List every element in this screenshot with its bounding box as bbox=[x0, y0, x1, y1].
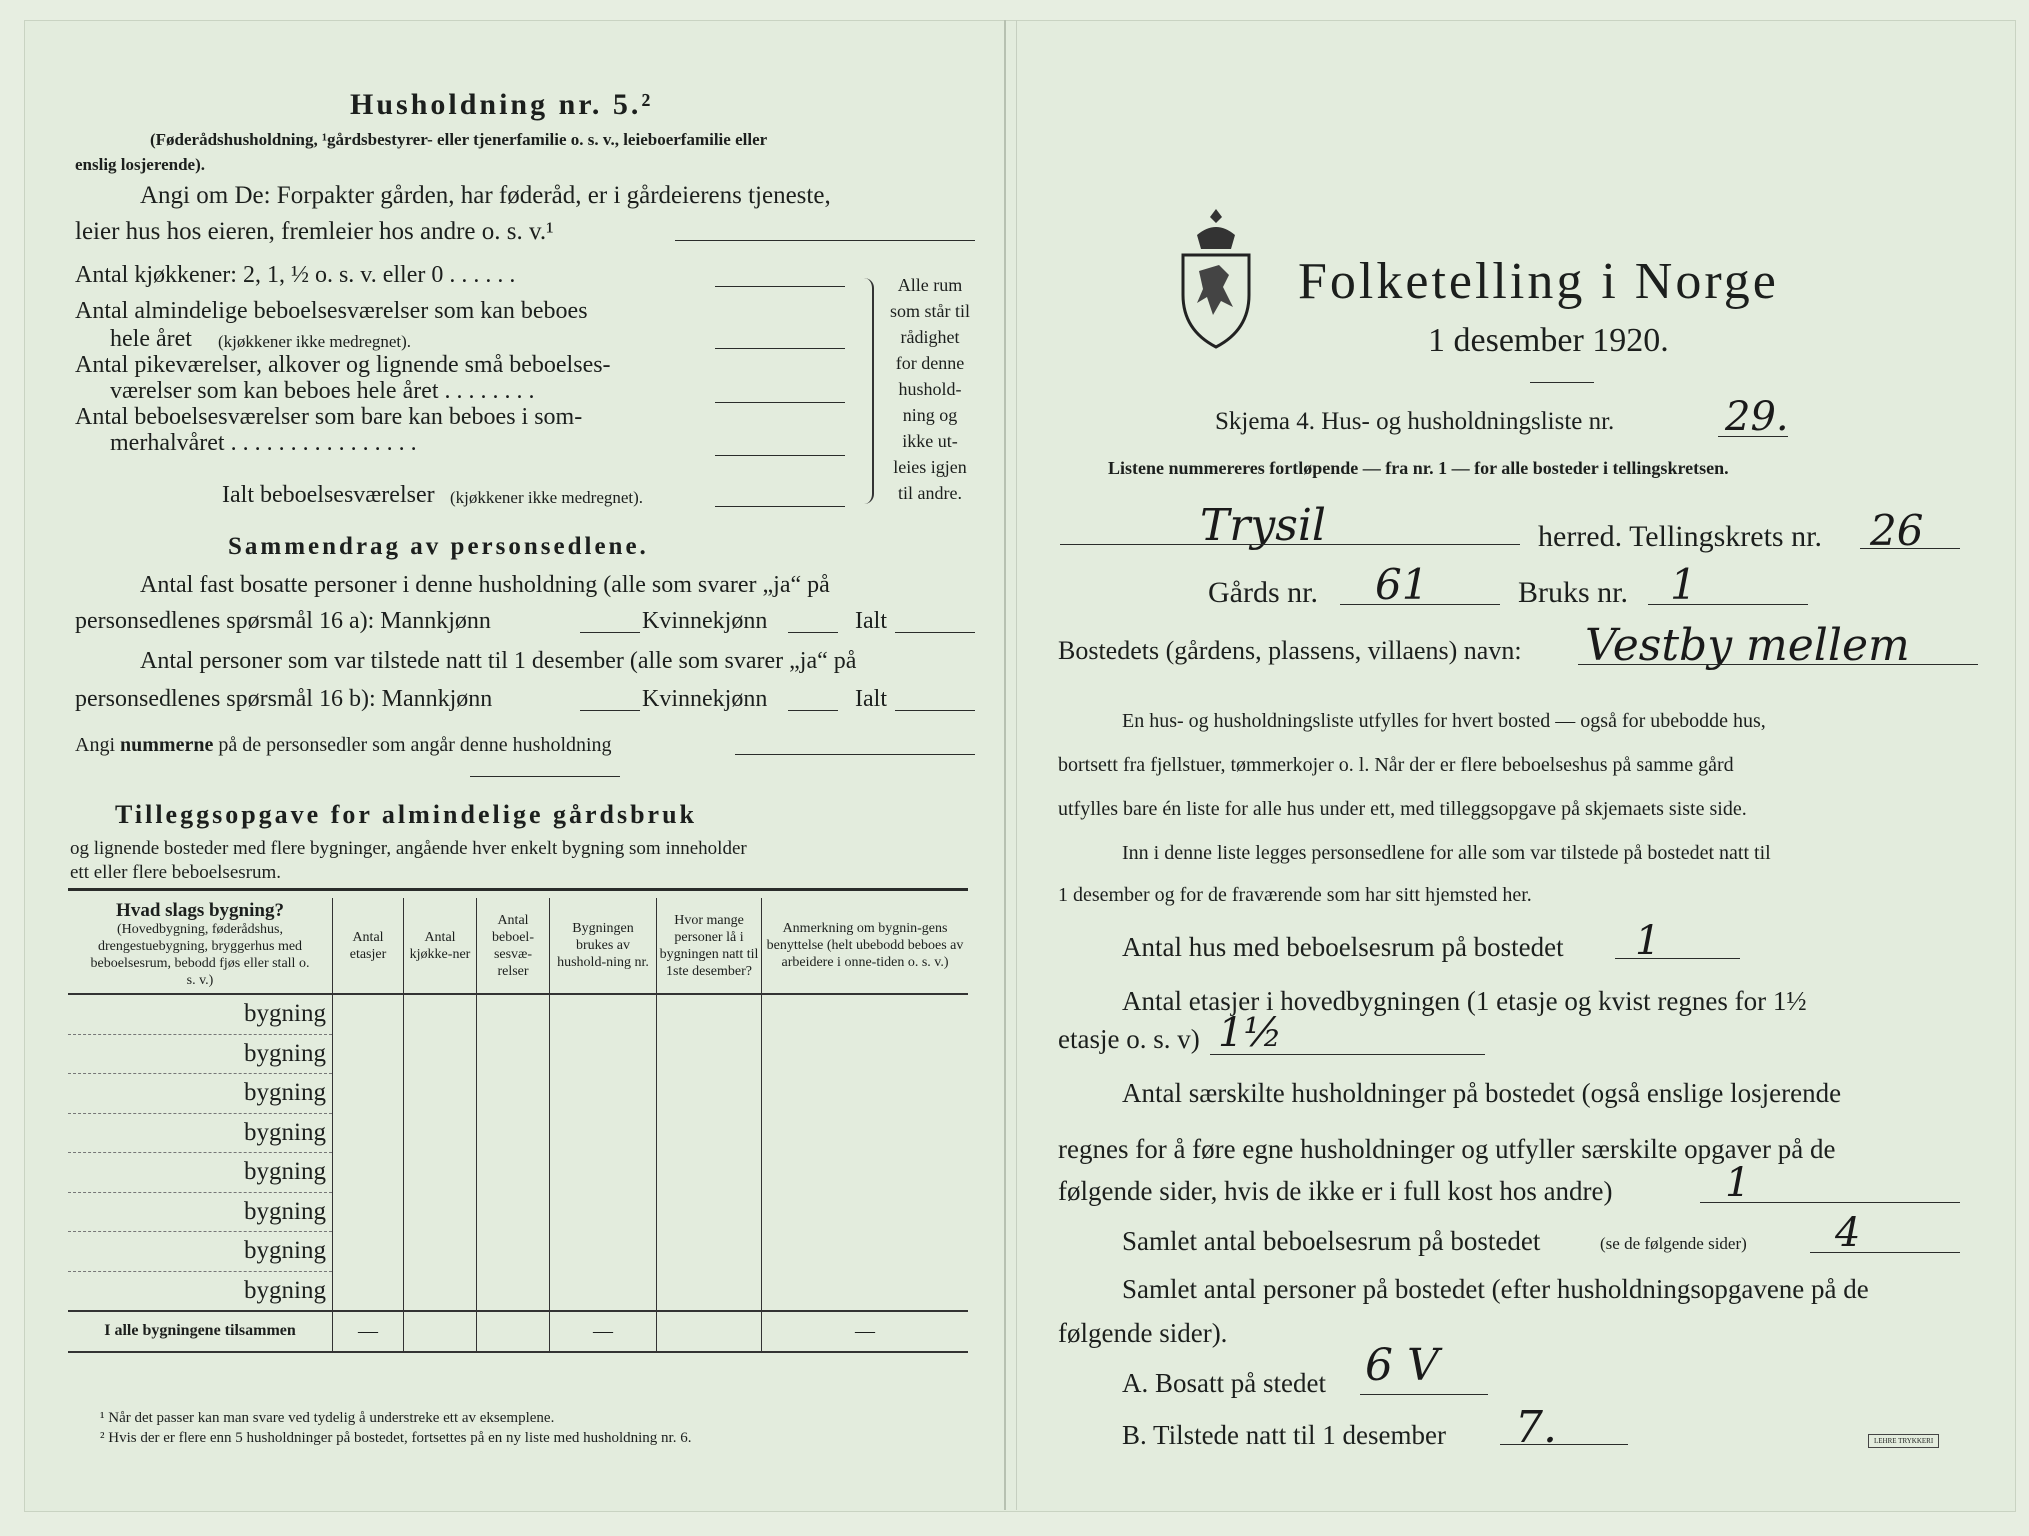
bruks-label: Bruks nr. bbox=[1518, 576, 1629, 609]
table-cell[interactable] bbox=[404, 1113, 477, 1153]
summary-title: Sammendrag av personsedlene. bbox=[228, 533, 649, 560]
section-divider bbox=[470, 776, 620, 777]
a-value: 6 V bbox=[1365, 1340, 1439, 1391]
table-cell[interactable] bbox=[762, 1034, 969, 1074]
building-type-cell[interactable] bbox=[68, 1074, 333, 1114]
side-note-line: for denne bbox=[895, 353, 965, 373]
footnote-1: ¹ Når det passer kan man svare ved tydelig å understreke ett av eksemplene. bbox=[100, 1410, 555, 1426]
total-cell bbox=[477, 1311, 550, 1352]
col-remarks: Anmerkning om bygnin-gens benyttelse (helt ubebodd beboes av arbeidere i onne-tiden o. s. v.) bbox=[762, 898, 969, 994]
side-note-line: ikke ut- bbox=[902, 431, 958, 451]
krets-line[interactable] bbox=[1860, 548, 1960, 549]
side-note-line: som står til bbox=[890, 301, 970, 321]
bruks-value: 1 bbox=[1670, 560, 1697, 609]
table-cell[interactable] bbox=[550, 1192, 657, 1232]
b-label: B. Tilstede natt til 1 desember bbox=[1122, 1420, 1446, 1450]
ordinary-answer-line[interactable] bbox=[715, 348, 845, 349]
table-cell[interactable] bbox=[550, 994, 657, 1034]
table-cell[interactable] bbox=[333, 1192, 404, 1232]
rooms-kitchens: Antal kjøkkener: 2, 1, ½ o. s. v. eller 0 . . . . . . bbox=[75, 262, 516, 288]
printer-stamp: LEHRE TRYKKERI bbox=[1868, 1434, 1939, 1448]
table-cell[interactable] bbox=[550, 1113, 657, 1153]
q-hush-value: 1 bbox=[1725, 1160, 1751, 1206]
herred-label: herred. Tellingskrets nr. bbox=[1538, 520, 1822, 553]
row-label: bygning bbox=[244, 1079, 326, 1107]
table-cell[interactable] bbox=[333, 1153, 404, 1193]
table-cell[interactable] bbox=[762, 1113, 969, 1153]
table-cell[interactable] bbox=[404, 1153, 477, 1193]
title-divider bbox=[1530, 382, 1594, 383]
col-building-type bbox=[68, 898, 333, 994]
a-line[interactable] bbox=[1360, 1394, 1488, 1395]
table-cell[interactable] bbox=[657, 1034, 762, 1074]
q-etasjer-value: 1½ bbox=[1218, 1010, 1283, 1056]
tillegg-text-1: og lignende bosteder med flere bygninger, angående hver enkelt bygning som inneholder bbox=[70, 838, 747, 859]
herred-line[interactable] bbox=[1060, 544, 1520, 545]
table-cell[interactable] bbox=[477, 1113, 550, 1153]
row-label: bygning bbox=[244, 1237, 326, 1265]
col-kitchens: Antal kjøkke-ner bbox=[404, 898, 477, 994]
table-cell[interactable] bbox=[477, 1074, 550, 1114]
ialt-rooms-note: (kjøkkener ikke medregnet). bbox=[450, 488, 644, 507]
table-row bbox=[68, 1271, 968, 1311]
total-cell bbox=[657, 1311, 762, 1352]
summary-female-2: Kvinnekjønn bbox=[642, 686, 768, 712]
table-cell[interactable] bbox=[477, 1153, 550, 1193]
table-cell[interactable] bbox=[762, 1192, 969, 1232]
rooms-summer: Antal beboelsesværelser som bare kan beboes i som- bbox=[75, 404, 583, 430]
table-cell[interactable] bbox=[333, 1271, 404, 1311]
building-type-cell[interactable] bbox=[68, 1232, 333, 1272]
summary-line-4: personsedlenes spørsmål 16 b): Mannkjønn bbox=[75, 686, 493, 712]
instruction-4: Inn i denne liste legges personsedlene for alle som var tilstede på bostedet natt til bbox=[1122, 842, 1771, 864]
table-row bbox=[68, 1192, 968, 1232]
table-cell[interactable] bbox=[477, 994, 550, 1034]
footnote-2: ² Hvis der er flere enn 5 husholdninger på bostedet, fortsettes på en ny liste med husholdning nr. 6. bbox=[100, 1430, 692, 1446]
male-answer-line[interactable] bbox=[580, 632, 640, 633]
q-hush-1: Antal særskilte husholdninger på bostedet (også enslige losjerende bbox=[1122, 1078, 1842, 1108]
summary-ialt-1: Ialt bbox=[855, 608, 887, 634]
tillegg-text-2: ett eller flere beboelsesrum. bbox=[70, 862, 282, 883]
table-cell[interactable] bbox=[333, 1074, 404, 1114]
summary-line-2: personsedlenes spørsmål 16 a): Mannkjønn bbox=[75, 608, 491, 634]
rooms-small: Antal pikeværelser, alkover og lignende små beboelses- bbox=[75, 352, 611, 378]
table-row bbox=[68, 994, 968, 1034]
q-rum-value: 4 bbox=[1835, 1210, 1861, 1256]
intro-line-1: (Føderådshusholdning, ¹gårdsbestyrer- eller tjenerfamilie o. s. v., leieboerfamilie eller bbox=[150, 130, 768, 149]
q-hus-label: Antal hus med beboelsesrum på bostedet bbox=[1122, 932, 1564, 962]
total-row bbox=[68, 1311, 968, 1352]
nummer-answer-line[interactable] bbox=[735, 754, 975, 755]
table-cell[interactable] bbox=[404, 1232, 477, 1272]
q-rum-note: (se de følgende sider) bbox=[1600, 1234, 1747, 1253]
q-hush-3: følgende sider, hvis de ikke er i full kost hos andre) bbox=[1058, 1176, 1613, 1206]
intro-line-2: enslig losjerende). bbox=[75, 155, 206, 174]
table-cell[interactable] bbox=[477, 1232, 550, 1272]
skjema-label: Skjema 4. Hus- og husholdningsliste nr. bbox=[1215, 408, 1615, 435]
table-row bbox=[68, 1034, 968, 1074]
table-cell[interactable] bbox=[657, 1153, 762, 1193]
table-cell[interactable] bbox=[657, 1192, 762, 1232]
col-rooms: Antal beboel-sesvæ-relser bbox=[477, 898, 550, 994]
kitchens-answer-line[interactable] bbox=[715, 286, 845, 287]
total-cell bbox=[404, 1311, 477, 1352]
rooms-ordinary-2: hele året bbox=[110, 326, 192, 352]
coat-of-arms-icon bbox=[1175, 205, 1257, 355]
summary-line-3: Antal personer som var tilstede natt til 1 desember (alle som svarer „ja“ på bbox=[140, 648, 857, 674]
q-hus-line[interactable] bbox=[1615, 958, 1740, 959]
side-note-line: til andre. bbox=[898, 483, 962, 503]
table-cell[interactable] bbox=[550, 1232, 657, 1272]
instruction-3: utfylles bare én liste for alle hus under ett, med tilleggsopgave på skjemaets siste side. bbox=[1058, 798, 1747, 820]
rooms-ordinary: Antal almindelige beboelsesværelser som kan beboes bbox=[75, 298, 588, 324]
bosted-value: Vestby mellem bbox=[1585, 620, 1910, 671]
angi-answer-line[interactable] bbox=[675, 240, 975, 241]
census-title: Folketelling i Norge bbox=[1298, 253, 1779, 310]
q-hus-value: 1 bbox=[1635, 918, 1661, 964]
side-note-bracket bbox=[860, 278, 874, 504]
side-note-line: leies igjen bbox=[893, 457, 967, 477]
skjema-nr-value: 29. bbox=[1725, 394, 1789, 440]
table-cell[interactable] bbox=[762, 1153, 969, 1193]
side-note-line: rådighet bbox=[900, 327, 960, 347]
table-cell[interactable] bbox=[333, 1113, 404, 1153]
table-cell[interactable] bbox=[477, 1192, 550, 1232]
summary-ialt-2: Ialt bbox=[855, 686, 887, 712]
bruks-line[interactable] bbox=[1648, 604, 1808, 605]
b-line[interactable] bbox=[1500, 1444, 1628, 1445]
table-cell[interactable] bbox=[762, 994, 969, 1034]
q-etasjer-2: etasje o. s. v) bbox=[1058, 1024, 1200, 1054]
male-answer-line-2[interactable] bbox=[580, 710, 640, 711]
building-type-cell[interactable] bbox=[68, 1034, 333, 1074]
tillegg-title: Tilleggsopgave for almindelige gårdsbruk bbox=[115, 800, 698, 829]
b-value: 7. bbox=[1515, 1402, 1557, 1453]
table-row bbox=[68, 1232, 968, 1272]
side-note bbox=[880, 272, 980, 506]
gards-value: 61 bbox=[1375, 560, 1429, 609]
small-rooms-answer-line[interactable] bbox=[715, 402, 845, 403]
q-pers-1: Samlet antal personer på bostedet (efter husholdningsopgavene på de bbox=[1122, 1274, 1869, 1304]
instruction-5: 1 desember og for de fraværende som har sitt hjemsted her. bbox=[1058, 884, 1532, 906]
bosted-line[interactable] bbox=[1578, 664, 1978, 665]
table-row bbox=[68, 1153, 968, 1193]
gards-line[interactable] bbox=[1340, 604, 1500, 605]
q-etasjer-line[interactable] bbox=[1210, 1054, 1485, 1055]
angi-line-2: leier hus hos eieren, fremleier hos andre o. s. v.¹ bbox=[75, 218, 554, 245]
table-cell[interactable] bbox=[404, 1271, 477, 1311]
table-cell[interactable] bbox=[404, 1074, 477, 1114]
skjema-nr-line[interactable] bbox=[1718, 436, 1788, 437]
row-label: bygning bbox=[244, 1039, 326, 1067]
angi-nummer bbox=[75, 734, 612, 757]
table-cell[interactable] bbox=[657, 1271, 762, 1311]
row-label: bygning bbox=[244, 1000, 326, 1028]
angi-word: Angi bbox=[75, 734, 115, 756]
col-building-title: Hvad slags bygning? bbox=[116, 900, 284, 921]
table-cell[interactable] bbox=[333, 994, 404, 1034]
listene-note: Listene nummereres fortløpende — fra nr. 1 — for alle bosteder i tellingskretsen. bbox=[1108, 458, 1729, 478]
table-top-rule bbox=[68, 888, 968, 891]
rooms-small-2: værelser som kan beboes hele året . . . . . . . . bbox=[110, 378, 535, 404]
instruction-1: En hus- og husholdningsliste utfylles for hvert bosted — også for ubebodde hus, bbox=[1122, 710, 1766, 732]
rooms-summer-2: merhalvåret . . . . . . . . . . . . . . . . bbox=[110, 430, 417, 456]
q-hush-2: regnes for å føre egne husholdninger og utfyller særskilte opgaver på de bbox=[1058, 1134, 1836, 1164]
summer-rooms-answer-line[interactable] bbox=[715, 455, 845, 456]
total-dash: — bbox=[762, 1311, 969, 1352]
building-type-cell[interactable] bbox=[68, 1153, 333, 1193]
rooms-ordinary-note: (kjøkkener ikke medregnet). bbox=[218, 332, 412, 351]
summary-line-1: Antal fast bosatte personer i denne husholdning (alle som svarer „ja“ på bbox=[140, 572, 830, 598]
q-rum-line[interactable] bbox=[1810, 1252, 1960, 1253]
table-cell[interactable] bbox=[550, 1153, 657, 1193]
page-fold bbox=[1004, 20, 1006, 1510]
side-note-line: hushold- bbox=[898, 379, 962, 399]
col-persons: Hvor mange personer lå i bygningen natt til 1ste desember? bbox=[657, 898, 762, 994]
col-floors: Antal etasjer bbox=[333, 898, 404, 994]
table-cell[interactable] bbox=[333, 1034, 404, 1074]
row-label: bygning bbox=[244, 1118, 326, 1146]
buildings-table bbox=[68, 898, 968, 1353]
building-type-cell[interactable] bbox=[68, 1192, 333, 1232]
table-cell[interactable] bbox=[404, 994, 477, 1034]
gards-label: Gårds nr. bbox=[1208, 576, 1318, 609]
row-label: bygning bbox=[244, 1197, 326, 1225]
side-note-line: ning og bbox=[902, 405, 958, 425]
table-cell[interactable] bbox=[550, 1074, 657, 1114]
table-cell[interactable] bbox=[477, 1034, 550, 1074]
col-building-sub: (Hovedbygning, føderådshus, drengestuebygning, bryggerhus med beboelsesrum, bebodd fjøs eller stall o. s. v.) bbox=[90, 922, 310, 988]
table-cell[interactable] bbox=[762, 1232, 969, 1272]
ialt-rooms-label: Ialt beboelsesværelser bbox=[222, 482, 435, 508]
q-hush-line[interactable] bbox=[1700, 1202, 1960, 1203]
row-label: bygning bbox=[244, 1276, 326, 1304]
table-cell[interactable] bbox=[333, 1232, 404, 1272]
ialt-rooms-answer-line[interactable] bbox=[715, 506, 845, 507]
nummerne-word: nummerne bbox=[120, 734, 214, 756]
table-cell[interactable] bbox=[657, 1113, 762, 1153]
table-cell[interactable] bbox=[550, 1034, 657, 1074]
table-cell[interactable] bbox=[762, 1271, 969, 1311]
bosted-label: Bostedets (gårdens, plassens, villaens) navn: bbox=[1058, 636, 1522, 665]
female-answer-line[interactable] bbox=[788, 632, 838, 633]
table-cell[interactable] bbox=[657, 994, 762, 1034]
a-label: A. Bosatt på stedet bbox=[1122, 1368, 1326, 1398]
table-cell[interactable] bbox=[404, 1034, 477, 1074]
herred-value: Trysil bbox=[1200, 500, 1326, 551]
instruction-2: bortsett fra fjellstuer, tømmerkojer o. l. Når der er flere beboelseshus på samme gård bbox=[1058, 754, 1734, 776]
col-household: Bygningen brukes av hushold-ning nr. bbox=[550, 898, 657, 994]
table-row bbox=[68, 1113, 968, 1153]
side-note-line: Alle rum bbox=[897, 275, 963, 295]
table-row bbox=[68, 1074, 968, 1114]
q-rum-label: Samlet antal beboelsesrum på bostedet bbox=[1122, 1226, 1541, 1256]
total-dash: — bbox=[550, 1311, 657, 1352]
row-label: bygning bbox=[244, 1158, 326, 1186]
table-body bbox=[68, 994, 968, 1352]
ialt-answer-line-2[interactable] bbox=[895, 710, 975, 711]
census-date: 1 desember 1920. bbox=[1428, 322, 1669, 359]
krets-value: 26 bbox=[1870, 506, 1924, 555]
table-cell[interactable] bbox=[657, 1074, 762, 1114]
page-fold-shadow bbox=[1016, 20, 1017, 1510]
household-heading: Husholdning nr. 5.² bbox=[350, 88, 654, 121]
building-type-cell[interactable] bbox=[68, 1271, 333, 1311]
table-cell[interactable] bbox=[762, 1074, 969, 1114]
total-label: I alle bygningene tilsammen bbox=[68, 1311, 333, 1352]
ialt-answer-line[interactable] bbox=[895, 632, 975, 633]
table-cell[interactable] bbox=[404, 1192, 477, 1232]
building-type-cell[interactable] bbox=[68, 1113, 333, 1153]
table-cell[interactable] bbox=[477, 1271, 550, 1311]
summary-female-1: Kvinnekjønn bbox=[642, 608, 768, 634]
total-dash: — bbox=[333, 1311, 404, 1352]
table-cell[interactable] bbox=[657, 1232, 762, 1272]
table-cell[interactable] bbox=[550, 1271, 657, 1311]
q-etasjer-1: Antal etasjer i hovedbygningen (1 etasje og kvist regnes for 1½ bbox=[1122, 986, 1807, 1016]
angi-line-1: Angi om De: Forpakter gården, har føderåd, er i gårdeierens tjeneste, bbox=[140, 182, 831, 209]
q-pers-2: følgende sider). bbox=[1058, 1318, 1228, 1348]
building-type-cell[interactable] bbox=[68, 994, 333, 1034]
female-answer-line-2[interactable] bbox=[788, 710, 838, 711]
angi-nummer-rest: på de personsedler som angår denne husholdning bbox=[218, 734, 612, 756]
